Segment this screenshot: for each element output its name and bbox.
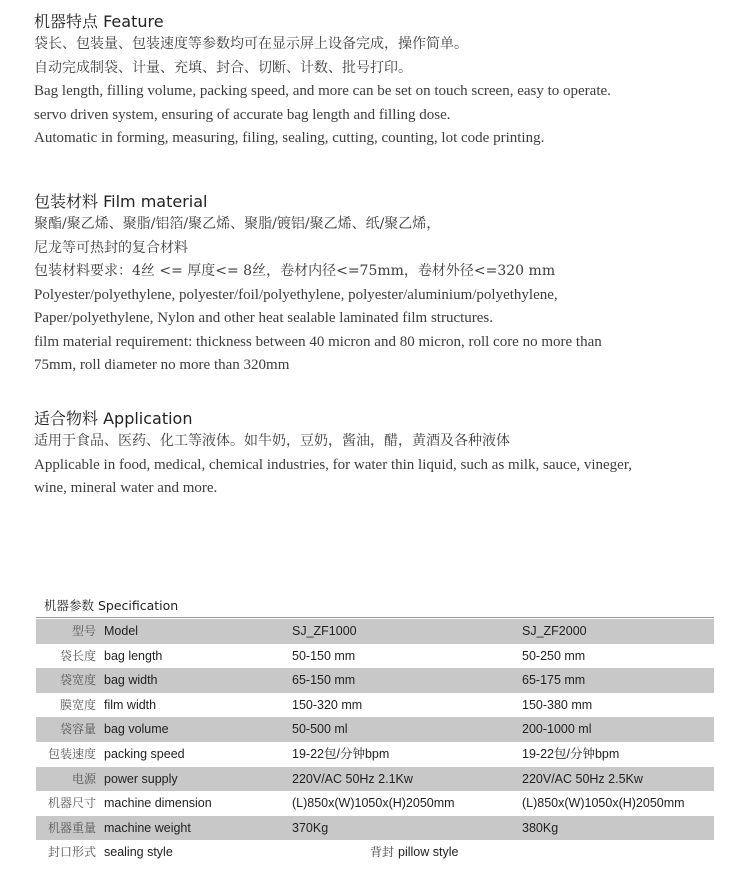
spec-label-en: bag width — [104, 673, 158, 688]
spec-value-zf2000: 220V/AC 50Hz 2.5Kw — [522, 771, 643, 786]
spec-label-zh: 封口形式 — [47, 845, 96, 860]
spec-value-zf1000: 65-150 mm — [292, 673, 356, 688]
spec-label-en: sealing style — [104, 845, 173, 860]
spec-value-zf1000: 370Kg — [292, 820, 329, 835]
spec-label-en: bag volume — [104, 722, 169, 737]
spec-value-zf1000: 220V/AC 50Hz 2.1Kw — [292, 771, 413, 786]
spec-label-en: Model — [104, 624, 139, 638]
spec-value-zf1000: 150-320 mm — [292, 697, 363, 712]
spec-label-zh: 膜宽度 — [59, 697, 96, 712]
spec-label-en: machine dimension — [104, 796, 212, 811]
feature-line: 自动完成制袋、计量、充填、封合、切断、计数、批号打印。 — [34, 59, 412, 76]
spec-title: 机器参数 Specification — [44, 598, 179, 613]
spec-value-zf1000: 19-22包/分钟bpm — [292, 746, 390, 761]
feature-line: 袋长、包装量、包装速度等参数均可在显示屏上设备完成，操作简单。 — [34, 36, 468, 52]
spec-table — [36, 619, 714, 865]
application-line: wine, mineral water and more. — [34, 480, 218, 496]
film-line: 聚酯/聚乙烯、聚脂/铝箔/聚乙烯、聚脂/镀铝/聚乙烯、纸/聚乙烯， — [34, 216, 441, 232]
film-line: 包装材料要求：4丝 <= 厚度<= 8丝，卷材内径<=75mm，卷材外径<=320 mm — [34, 263, 556, 279]
spec-label-en: packing speed — [104, 746, 185, 761]
spec-value-zf2000: 19-22包/分钟bpm — [522, 746, 620, 761]
spec-label-en: bag length — [104, 648, 163, 663]
application-line: Applicable in food, medical, chemical industries, for water thin liquid, such as milk, sauce, vineger, — [34, 456, 632, 473]
feature-section — [34, 11, 734, 151]
spec-divider — [36, 617, 714, 618]
spec-row-machine-dimension — [36, 791, 714, 816]
spec-label-zh: 型号 — [71, 624, 96, 638]
spec-value-zf2000: 200-1000 ml — [522, 722, 592, 737]
spec-row-bag-volume — [36, 717, 714, 742]
spec-row-power-supply — [36, 767, 714, 792]
spec-label-zh: 袋宽度 — [59, 673, 96, 688]
spec-row-model — [36, 619, 714, 644]
spec-label-en: machine weight — [104, 820, 191, 835]
spec-value-zf2000: 50-250 mm — [522, 648, 586, 663]
spec-value-zf2000: 380Kg — [522, 820, 559, 835]
feature-line: Bag length, filling volume, packing speed, and more can be set on touch screen, easy to operate. — [34, 83, 611, 99]
film-line: film material requirement: thickness between 40 micron and 80 micron, roll core no more than — [34, 333, 602, 350]
spec-label-zh: 袋长度 — [59, 648, 96, 663]
spec-value-zf1000: (L)850x(W)1050x(H)2050mm — [292, 796, 455, 811]
spec-value-zf2000: (L)850x(W)1050x(H)2050mm — [522, 796, 685, 811]
film-line: Paper/polyethylene, Nylon and other heat sealable laminated film structures. — [34, 310, 494, 326]
spec-value-zf2000: SJ_ZF2000 — [522, 624, 587, 638]
spec-row-bag-width — [36, 668, 714, 693]
spec-label-zh: 袋容量 — [59, 722, 96, 737]
spec-label-zh: 包装速度 — [47, 746, 96, 761]
spec-value-zf2000: 65-175 mm — [522, 673, 586, 688]
spec-value-sealing-zh: 背封 — [370, 845, 395, 860]
feature-heading: 机器特点 Feature — [34, 12, 164, 31]
spec-row-film-width — [36, 693, 714, 718]
spec-row-packing-speed — [36, 742, 714, 767]
spec-value-zf1000: 50-500 ml — [292, 722, 348, 737]
film-line: 75mm, roll diameter no more than 320mm — [34, 357, 290, 373]
spec-label-en: film width — [104, 697, 157, 712]
spec-label-en: power supply — [104, 771, 178, 786]
feature-line: Automatic in forming, measuring, filing, sealing, cutting, counting, lot code printing. — [34, 130, 545, 146]
spec-label-zh: 电源 — [71, 771, 96, 786]
application-section — [34, 408, 734, 501]
spec-value-sealing — [370, 840, 458, 865]
spec-label-zh: 机器尺寸 — [47, 796, 96, 811]
film-line: Polyester/polyethylene, polyester/foil/polyethylene, polyester/aluminium/polyethylene, — [34, 286, 558, 303]
spec-value-sealing-en: pillow style — [398, 845, 459, 860]
spec-row-sealing-style — [36, 840, 714, 865]
spec-row-bag-length — [36, 644, 714, 669]
spec-label-zh: 机器重量 — [47, 820, 96, 835]
spec-value-zf2000: 150-380 mm — [522, 697, 593, 712]
film-heading: 包装材料 Film material — [34, 192, 208, 211]
spec-value-zf1000: 50-150 mm — [292, 648, 356, 663]
spec-row-machine-weight — [36, 816, 714, 841]
spec-value-zf1000: SJ_ZF1000 — [292, 624, 357, 638]
application-heading: 适合物料 Application — [34, 409, 193, 428]
application-line: 适用于食品、医药、化工等液体。如牛奶，豆奶，酱油，醋，黄酒及各种液体 — [34, 433, 510, 449]
film-section — [34, 191, 734, 378]
feature-line: servo driven system, ensuring of accurate bag length and filling dose. — [34, 106, 451, 123]
film-line: 尼龙等可热封的复合材料 — [34, 239, 188, 256]
